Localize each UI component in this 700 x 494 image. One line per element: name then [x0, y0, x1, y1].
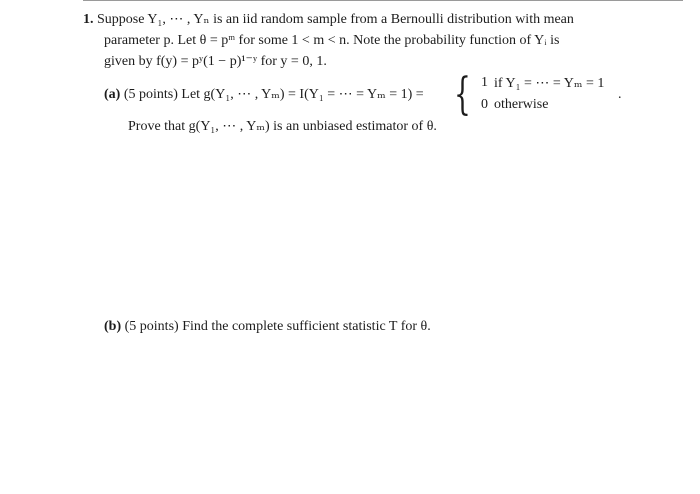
part-b-label: (b)	[104, 319, 122, 334]
case-2-condition: otherwise	[494, 97, 549, 112]
top-border-line	[83, 0, 683, 1]
part-a-points: (5 points)	[123, 87, 178, 102]
case-2-value: 0	[481, 97, 488, 112]
part-b-points: (5 points)	[124, 319, 179, 334]
part-a	[104, 69, 624, 120]
case-1-condition: if Y₁ = ⋯ = Yₘ = 1	[494, 76, 605, 91]
problem-line-2: parameter p. Let θ = pᵐ for some 1 < m < n. Note the probability function of Yᵢ is	[104, 33, 560, 48]
case-1-value: 1	[481, 75, 488, 90]
trailing-period: .	[618, 87, 622, 102]
part-b	[104, 319, 431, 335]
part-a-label: (a)	[104, 87, 121, 102]
part-b-instruction: Find the complete sufficient statistic T for θ.	[182, 319, 431, 334]
problem-line-1	[83, 9, 643, 30]
part-a-definition-line	[104, 86, 424, 103]
part-a-instruction: Prove that g(Y₁, ⋯ , Yₘ) is an unbiased estimator of θ.	[128, 119, 437, 134]
problem-statement	[83, 9, 643, 72]
problem-text-1: Suppose Y₁, ⋯ , Yₙ is an iid random sample from a Bernoulli distribution with mean	[97, 12, 574, 27]
part-a-definition: Let g(Y₁, ⋯ , Yₘ) = I(Y₁ = ⋯ = Yₘ = 1) =	[181, 87, 424, 102]
left-brace: {	[454, 69, 471, 120]
problem-line-3: given by f(y) = pʸ(1 − p)¹⁻ʸ for y = 0, 1.	[104, 54, 327, 69]
problem-number: 1.	[83, 12, 94, 27]
